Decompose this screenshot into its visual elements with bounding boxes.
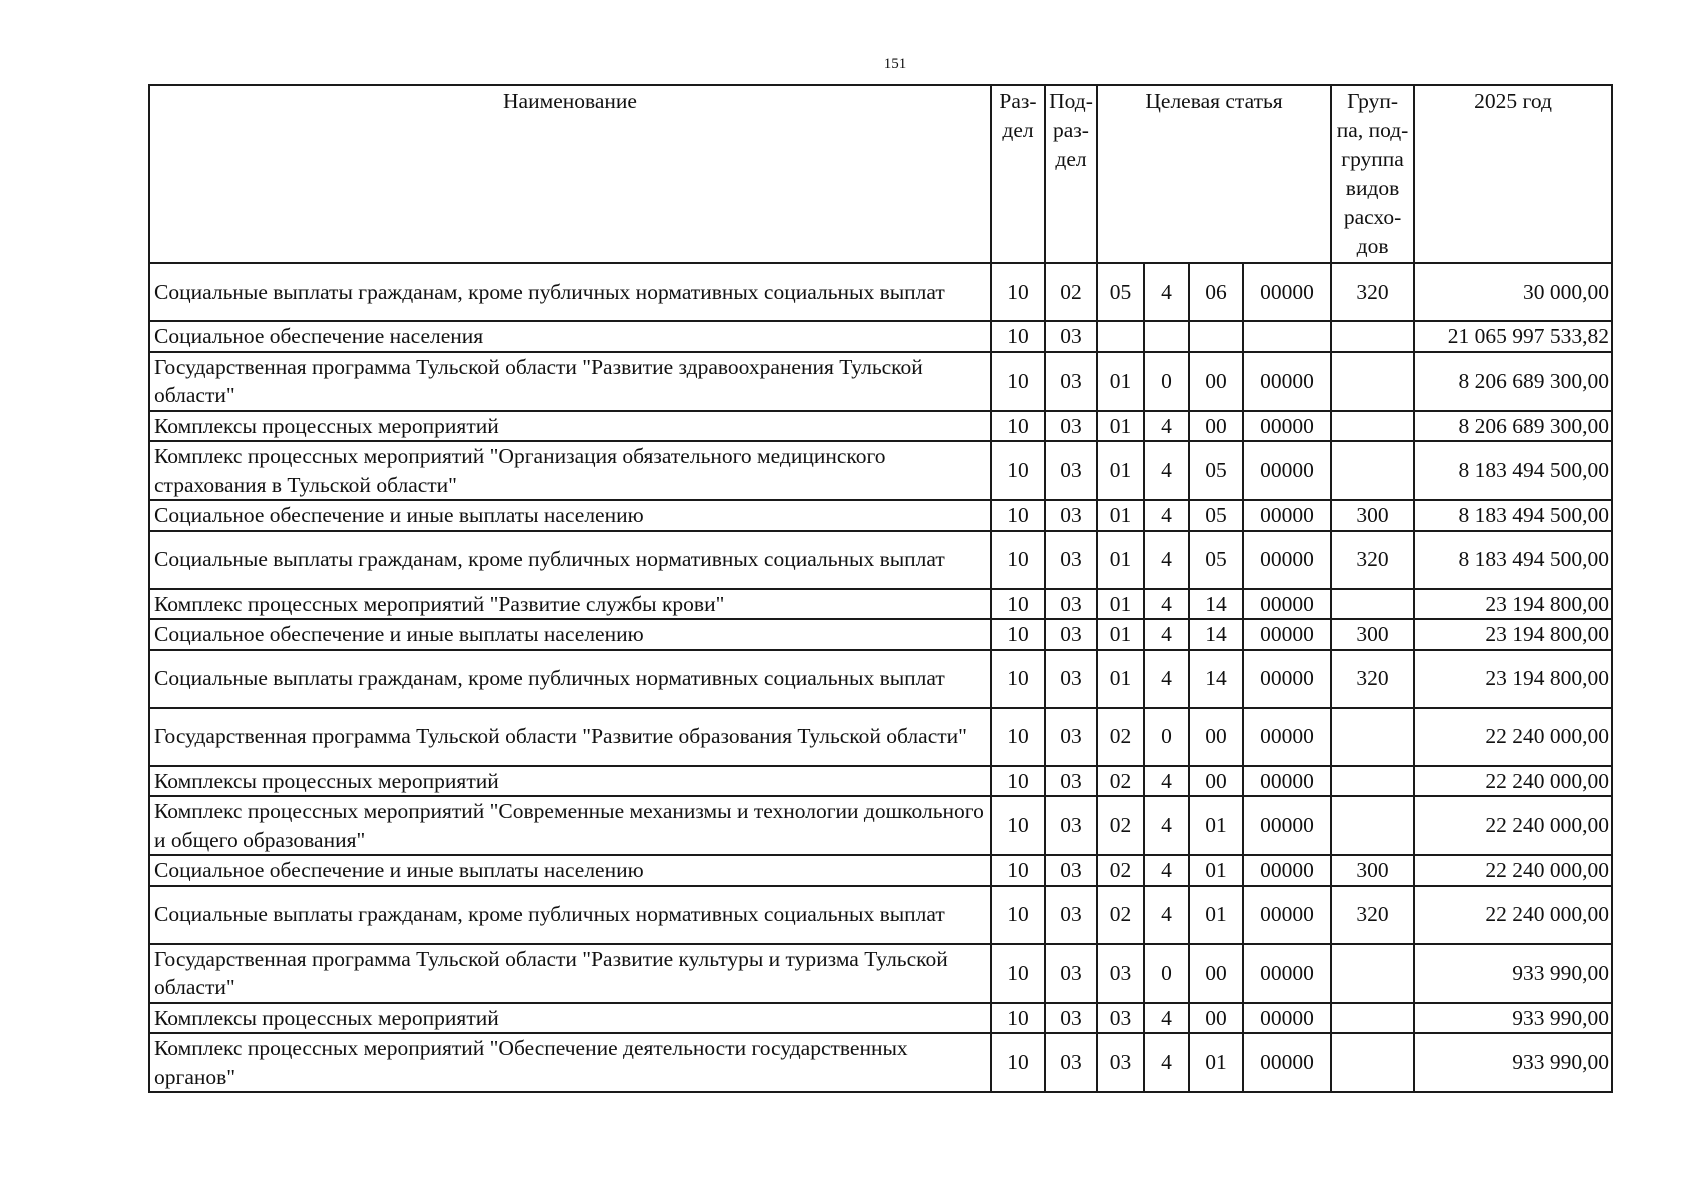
- cell-target-type: 0: [1144, 352, 1189, 411]
- cell-name: Комплекс процессных мероприятий "Обеспечение деятельности государственных органов": [149, 1033, 991, 1092]
- cell-amount: 23 194 800,00: [1414, 650, 1612, 708]
- cell-target-element: 01: [1189, 796, 1243, 855]
- cell-target-element: 06: [1189, 263, 1243, 321]
- cell-expense-group: [1331, 411, 1414, 442]
- table-row: [149, 263, 1612, 321]
- cell-subsection: 03: [1045, 352, 1097, 411]
- cell-subsection: 03: [1045, 708, 1097, 766]
- cell-amount: 8 183 494 500,00: [1414, 500, 1612, 531]
- cell-target-element: 00: [1189, 352, 1243, 411]
- cell-amount: 22 240 000,00: [1414, 886, 1612, 944]
- cell-target-type: 4: [1144, 796, 1189, 855]
- cell-name: Государственная программа Тульской области "Развитие образования Тульской области": [149, 708, 991, 766]
- cell-amount: 8 183 494 500,00: [1414, 531, 1612, 589]
- cell-expense-group: 300: [1331, 619, 1414, 650]
- cell-subsection: 03: [1045, 411, 1097, 442]
- cell-target-direction: 00000: [1243, 1003, 1331, 1034]
- cell-subsection: 03: [1045, 619, 1097, 650]
- cell-section: 10: [991, 619, 1045, 650]
- cell-target-program: 01: [1097, 531, 1144, 589]
- cell-section: 10: [991, 589, 1045, 620]
- cell-name: Социальное обеспечение и иные выплаты населению: [149, 855, 991, 886]
- header-subsection: Под- раз- дел: [1045, 85, 1097, 263]
- cell-target-element: [1189, 321, 1243, 352]
- cell-name: Государственная программа Тульской области "Развитие здравоохранения Тульской области": [149, 352, 991, 411]
- table-row: [149, 650, 1612, 708]
- cell-target-type: 4: [1144, 500, 1189, 531]
- cell-target-program: 05: [1097, 263, 1144, 321]
- table-header-row: [149, 85, 1612, 263]
- cell-subsection: 03: [1045, 796, 1097, 855]
- cell-target-program: 02: [1097, 855, 1144, 886]
- cell-section: 10: [991, 321, 1045, 352]
- cell-target-direction: 00000: [1243, 650, 1331, 708]
- cell-name: Государственная программа Тульской области "Развитие культуры и туризма Тульской области": [149, 944, 991, 1003]
- cell-target-type: 4: [1144, 619, 1189, 650]
- cell-target-element: 00: [1189, 708, 1243, 766]
- cell-target-element: 05: [1189, 500, 1243, 531]
- table-row: [149, 531, 1612, 589]
- table-row: [149, 796, 1612, 855]
- cell-amount: 21 065 997 533,82: [1414, 321, 1612, 352]
- cell-subsection: 03: [1045, 531, 1097, 589]
- cell-target-program: 01: [1097, 650, 1144, 708]
- cell-target-element: 01: [1189, 886, 1243, 944]
- cell-target-element: 05: [1189, 441, 1243, 500]
- cell-name: Социальные выплаты гражданам, кроме публичных нормативных социальных выплат: [149, 886, 991, 944]
- cell-target-direction: 00000: [1243, 441, 1331, 500]
- cell-name: Комплекс процессных мероприятий "Современные механизмы и технологии дошкольного и общего образования": [149, 796, 991, 855]
- cell-target-program: 01: [1097, 411, 1144, 442]
- cell-target-type: 4: [1144, 886, 1189, 944]
- cell-target-program: 02: [1097, 708, 1144, 766]
- table-row: [149, 441, 1612, 500]
- cell-target-direction: 00000: [1243, 263, 1331, 321]
- budget-table: [148, 84, 1613, 1093]
- cell-target-element: 14: [1189, 650, 1243, 708]
- cell-target-element: 05: [1189, 531, 1243, 589]
- cell-target-type: 4: [1144, 531, 1189, 589]
- table-row: [149, 944, 1612, 1003]
- table-row: [149, 321, 1612, 352]
- header-name: Наименование: [149, 85, 991, 263]
- cell-target-program: 01: [1097, 500, 1144, 531]
- cell-expense-group: [1331, 766, 1414, 797]
- table-row: [149, 1003, 1612, 1034]
- cell-amount: 23 194 800,00: [1414, 619, 1612, 650]
- cell-target-type: 0: [1144, 708, 1189, 766]
- table-body: [149, 263, 1612, 1092]
- header-expense-group: Груп- па, под- группа видов расхо- дов: [1331, 85, 1414, 263]
- cell-target-type: 4: [1144, 650, 1189, 708]
- cell-amount: 8 206 689 300,00: [1414, 352, 1612, 411]
- cell-section: 10: [991, 708, 1045, 766]
- cell-expense-group: [1331, 796, 1414, 855]
- cell-amount: 30 000,00: [1414, 263, 1612, 321]
- cell-expense-group: [1331, 589, 1414, 620]
- cell-subsection: 03: [1045, 500, 1097, 531]
- cell-expense-group: [1331, 1003, 1414, 1034]
- cell-amount: 933 990,00: [1414, 1033, 1612, 1092]
- cell-expense-group: 300: [1331, 855, 1414, 886]
- cell-name: Социальное обеспечение и иные выплаты населению: [149, 619, 991, 650]
- cell-section: 10: [991, 263, 1045, 321]
- cell-name: Социальные выплаты гражданам, кроме публичных нормативных социальных выплат: [149, 531, 991, 589]
- cell-target-element: 00: [1189, 1003, 1243, 1034]
- cell-target-direction: 00000: [1243, 1033, 1331, 1092]
- cell-target-direction: 00000: [1243, 619, 1331, 650]
- cell-target-type: 4: [1144, 766, 1189, 797]
- cell-section: 10: [991, 411, 1045, 442]
- cell-target-program: 03: [1097, 1033, 1144, 1092]
- cell-subsection: 03: [1045, 944, 1097, 1003]
- cell-name: Социальное обеспечение и иные выплаты населению: [149, 500, 991, 531]
- cell-section: 10: [991, 1003, 1045, 1034]
- table-row: [149, 500, 1612, 531]
- cell-amount: 8 206 689 300,00: [1414, 411, 1612, 442]
- cell-amount: 22 240 000,00: [1414, 766, 1612, 797]
- cell-name: Социальное обеспечение населения: [149, 321, 991, 352]
- cell-target-program: 03: [1097, 1003, 1144, 1034]
- cell-target-direction: 00000: [1243, 766, 1331, 797]
- cell-subsection: 03: [1045, 441, 1097, 500]
- cell-subsection: 03: [1045, 1033, 1097, 1092]
- cell-target-type: 4: [1144, 411, 1189, 442]
- cell-subsection: 03: [1045, 1003, 1097, 1034]
- cell-amount: 22 240 000,00: [1414, 855, 1612, 886]
- cell-target-element: 00: [1189, 411, 1243, 442]
- cell-target-type: 0: [1144, 944, 1189, 1003]
- cell-expense-group: [1331, 352, 1414, 411]
- cell-subsection: 03: [1045, 855, 1097, 886]
- table-row: [149, 589, 1612, 620]
- cell-subsection: 03: [1045, 650, 1097, 708]
- cell-name: Социальные выплаты гражданам, кроме публичных нормативных социальных выплат: [149, 263, 991, 321]
- cell-target-direction: 00000: [1243, 500, 1331, 531]
- cell-target-element: 01: [1189, 1033, 1243, 1092]
- header-year-2025: 2025 год: [1414, 85, 1612, 263]
- cell-target-program: 01: [1097, 352, 1144, 411]
- cell-amount: 933 990,00: [1414, 944, 1612, 1003]
- cell-expense-group: [1331, 321, 1414, 352]
- cell-target-program: 02: [1097, 886, 1144, 944]
- cell-amount: 23 194 800,00: [1414, 589, 1612, 620]
- cell-subsection: 03: [1045, 886, 1097, 944]
- cell-target-direction: 00000: [1243, 944, 1331, 1003]
- cell-section: 10: [991, 766, 1045, 797]
- cell-subsection: 03: [1045, 766, 1097, 797]
- cell-expense-group: 320: [1331, 886, 1414, 944]
- cell-target-program: 02: [1097, 796, 1144, 855]
- cell-target-program: 03: [1097, 944, 1144, 1003]
- cell-section: 10: [991, 441, 1045, 500]
- table-row: [149, 766, 1612, 797]
- cell-expense-group: 320: [1331, 531, 1414, 589]
- cell-target-direction: 00000: [1243, 531, 1331, 589]
- cell-subsection: 03: [1045, 321, 1097, 352]
- cell-target-direction: 00000: [1243, 886, 1331, 944]
- cell-target-type: 4: [1144, 855, 1189, 886]
- table-row: [149, 1033, 1612, 1092]
- table-row: [149, 886, 1612, 944]
- cell-section: 10: [991, 500, 1045, 531]
- cell-target-element: 00: [1189, 766, 1243, 797]
- cell-name: Комплекс процессных мероприятий "Организация обязательного медицинского страхования в Тульской области": [149, 441, 991, 500]
- cell-target-direction: 00000: [1243, 352, 1331, 411]
- cell-section: 10: [991, 1033, 1045, 1092]
- cell-target-program: 01: [1097, 589, 1144, 620]
- cell-expense-group: [1331, 1033, 1414, 1092]
- cell-subsection: 02: [1045, 263, 1097, 321]
- table-row: [149, 708, 1612, 766]
- cell-target-type: 4: [1144, 589, 1189, 620]
- cell-section: 10: [991, 796, 1045, 855]
- table-row: [149, 411, 1612, 442]
- cell-target-direction: 00000: [1243, 708, 1331, 766]
- cell-section: 10: [991, 855, 1045, 886]
- cell-expense-group: [1331, 708, 1414, 766]
- cell-target-type: 4: [1144, 1003, 1189, 1034]
- cell-target-direction: 00000: [1243, 411, 1331, 442]
- cell-section: 10: [991, 352, 1045, 411]
- cell-target-direction: [1243, 321, 1331, 352]
- page-number: 151: [883, 56, 907, 72]
- cell-target-type: 4: [1144, 263, 1189, 321]
- cell-target-element: 01: [1189, 855, 1243, 886]
- cell-section: 10: [991, 886, 1045, 944]
- cell-target-direction: 00000: [1243, 589, 1331, 620]
- cell-target-program: 02: [1097, 766, 1144, 797]
- cell-target-element: 00: [1189, 944, 1243, 1003]
- cell-target-direction: 00000: [1243, 855, 1331, 886]
- table-row: [149, 352, 1612, 411]
- cell-amount: 933 990,00: [1414, 1003, 1612, 1034]
- cell-subsection: 03: [1045, 589, 1097, 620]
- cell-target-program: [1097, 321, 1144, 352]
- cell-target-type: 4: [1144, 1033, 1189, 1092]
- cell-name: Комплексы процессных мероприятий: [149, 411, 991, 442]
- cell-expense-group: 300: [1331, 500, 1414, 531]
- cell-expense-group: 320: [1331, 650, 1414, 708]
- cell-target-type: 4: [1144, 441, 1189, 500]
- cell-name: Социальные выплаты гражданам, кроме публичных нормативных социальных выплат: [149, 650, 991, 708]
- cell-amount: 8 183 494 500,00: [1414, 441, 1612, 500]
- cell-name: Комплексы процессных мероприятий: [149, 766, 991, 797]
- cell-expense-group: 320: [1331, 263, 1414, 321]
- cell-amount: 22 240 000,00: [1414, 796, 1612, 855]
- table-row: [149, 619, 1612, 650]
- cell-name: Комплексы процессных мероприятий: [149, 1003, 991, 1034]
- cell-target-direction: 00000: [1243, 796, 1331, 855]
- cell-target-element: 14: [1189, 589, 1243, 620]
- cell-target-program: 01: [1097, 619, 1144, 650]
- cell-section: 10: [991, 650, 1045, 708]
- cell-target-type: [1144, 321, 1189, 352]
- cell-amount: 22 240 000,00: [1414, 708, 1612, 766]
- cell-expense-group: [1331, 944, 1414, 1003]
- table-row: [149, 855, 1612, 886]
- cell-expense-group: [1331, 441, 1414, 500]
- header-section: Раз- дел: [991, 85, 1045, 263]
- cell-section: 10: [991, 944, 1045, 1003]
- cell-section: 10: [991, 531, 1045, 589]
- cell-target-program: 01: [1097, 441, 1144, 500]
- cell-name: Комплекс процессных мероприятий "Развитие службы крови": [149, 589, 991, 620]
- cell-target-element: 14: [1189, 619, 1243, 650]
- header-target-article: Целевая статья: [1097, 85, 1331, 263]
